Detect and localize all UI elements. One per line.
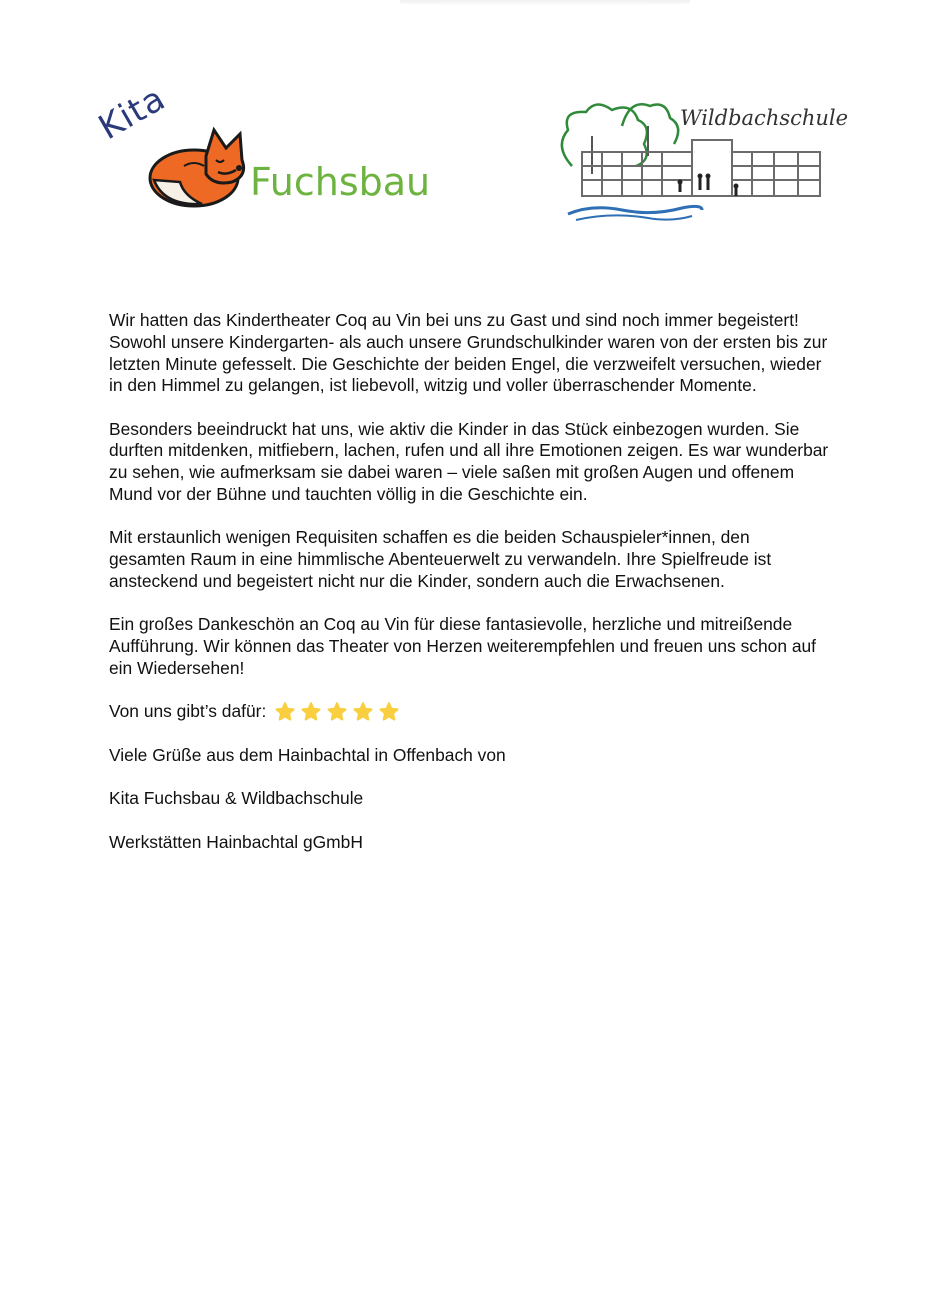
star-icon (274, 701, 296, 723)
sleeping-fox-icon (144, 120, 256, 212)
logo-kita-word: Kita (92, 78, 173, 148)
wildbachschule-logo (552, 96, 849, 224)
paragraph-1: Wir hatten das Kindertheater Coq au Vin bei uns zu Gast und sind noch immer begeistert! Sowohl unsere Kindergarten- als auch unsere Grundschulkinder waren von der ersten bis zur letzten Minute gefesselt. Die Geschichte der beiden Engel, die verzweifelt versuchen, wieder in den Himmel zu gelangen, ist liebevoll, witzig und voller überraschender Momente. (109, 310, 828, 396)
paragraph-3: Mit erstaunlich wenigen Requisiten schaffen es die beiden Schauspieler*innen, den gesamten Raum in eine himmlische Abenteuerwelt zu verwandeln. Ihre Spielfreude ist ansteckend und begeistert nicht nur die Kinder, sondern auch die Erwachsenen. (109, 527, 772, 591)
kita-fuchsbau-logo (92, 78, 431, 220)
paragraph-2: Besonders beeindruckt hat uns, wie aktiv die Kinder in das Stück einbezogen wurden. Sie durften mitdenken, mitfiebern, lachen, rufen und all ihre Emotionen zeigen. Es war wunderbar zu sehen, wie aufmerksam sie dabei waren – viele saßen mit großen Augen und offenem Mund vor der Bühne und tauchten völlig in die Geschichte ein. (109, 418, 829, 505)
closing-greeting: Viele Grüße aus dem Hainbachtal in Offenbach von (109, 745, 506, 766)
star-icon (326, 701, 348, 723)
star-icon (300, 701, 322, 723)
star-icon (352, 701, 374, 723)
star-rating (274, 701, 400, 723)
star-icon (378, 701, 400, 723)
rating-line (109, 701, 829, 723)
signature-line-2: Werkstätten Hainbachtal gGmbH (109, 831, 363, 852)
logo-wildbachschule-word: Wildbachschule (680, 106, 849, 130)
signature-line-1: Kita Fuchsbau & Wildbachschule (109, 788, 364, 809)
letter-body (109, 310, 829, 875)
logo-fuchsbau-word: Fuchsbau (250, 160, 431, 204)
page-edge-shadow (400, 0, 690, 6)
paragraph-4: Ein großes Dankeschön an Coq au Vin für diese fantasievolle, herzliche und mitreißende Aufführung. Wir können das Theater von Herzen weiterempfehlen und freuen uns schon auf ein Wiedersehen! (109, 614, 817, 678)
rating-label: Von uns gibt’s dafür: (109, 701, 267, 722)
